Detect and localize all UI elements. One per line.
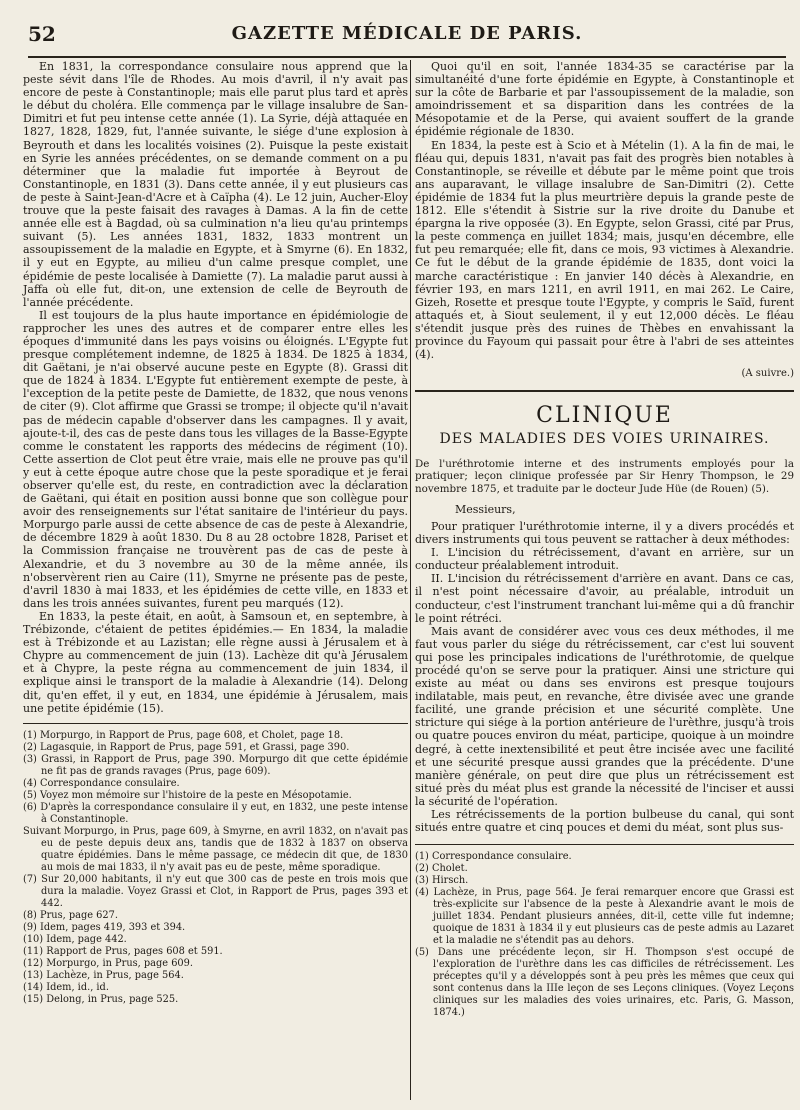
footnote: (1) Correspondance consulaire. [415,851,572,863]
section-title: CLINIQUE [536,403,673,429]
footnote: (8) Prus, page 627. [23,909,118,921]
page-number: 52 [28,22,56,46]
lecture-paragraph: I. L'incision du rétrécissement, d'avant en arrière, sur un conducteur préalablement introduit. [415,546,794,573]
to-be-continued: (A suivre.) [741,368,794,380]
section-divider [415,390,794,392]
salutation: Messieurs, [455,502,516,516]
left-paragraph-2: Il est toujours de la plus haute importance en épidémiologie de rapprocher les unes des autres et de comparer entre elles les époques d'immunité dans les pays voisins ou éloignés. L'Egypte fut presque complétement indemne, de 1825 à 1834. De 1825 à 1834, dit Gaëtani, je n'ai observé aucune peste en Egypte (8). Grassi dit que de 1824 à 1834. L'Egypte fut entièrement exempte de peste, à l'exception de la petite peste de Damiette, de 1832, que nous venons de citer (9). Clot affirme que Grassi se trompe; il objecte qu'il n'avait pas de médecin capable d'observer dans les campagnes. Il y avait, ajoute-t-il, des cas de peste dans tous les villages de la Basse-Egypte comme le constatent les rapports des médecins de régiment (10). Cette assertion de Clot peut être vraie, mais elle ne prouve pas qu'il y eut à cette époque autre chose que la peste sporadique et je ferai observer qu'elle est, du reste, en contradiction avec la déclaration de Gaëtani, qui était en position aussi bonne que son collègue pour avoir des renseignements sur l'état sanitaire de l'intérieur du pays. Morpurgo parle aussi de cette absence de cas de peste à Alexandrie, de décembre 1829 à août 1830. Du 8 au 28 octobre 1828, Pariset et la Commission française ne trouvèrent pas de cas de peste à Alexandrie, et du 3 novembre au 30 de la même année, ils n'observèrent rien au Caire (11), Smyrne ne présente pas de peste, d'avril 1830 à mai 1833, et les épidémies de cette ville, en 1833 et dans les trois années suivantes, furent peu marqués (12). [23,308,408,610]
lecture-paragraph: Mais avant de considérer avec vous ces deux méthodes, il me faut vous parler du siége du rétrécissement, car c'est lui souvent qui pose les principales indications de l'uréthrotomie, de quelque procédé qu'on se serve pour la pratiquer. Ainsi une stricture qui existe au méat ou dans ses environs est presque toujours indilatable, mais peut, en revanche, être divisée avec une grande facilité, une grande précision et une sécurité complète. Une stricture qui siége à la portion antérieure de l'urèthre, jusqu'à trois ou quatre pouces environ du méat, participe, quoique à un moindre degré, à cette inextensibilité et peut être incisée avec une facilité et une sécurité presque aussi grandes que la précédente. D'une manière générale, on peut dire que plus un rétrécissement est situé près du méat plus est grande la nécessité de l'inciser et aussi la sécurité de l'opération. [415,624,794,808]
page-header [28,22,786,58]
footnote: Suivant Morpurgo, in Prus, page 609, à Smyrne, en avril 1832, on n'avait pas eu de peste depuis deux ans, tandis que de 1832 à 1837 on observa quatre épidémies. Dans le même passage, ce médecin dit que, de 1830 au mois de mai 1833, il n'y avait pas eu de peste, même sporadique. [23,825,408,873]
right-column [415,60,794,1019]
running-title: GAZETTE MÉDICALE DE PARIS. [231,23,583,44]
left-paragraph-1: En 1831, la correspondance consulaire nous apprend que la peste sévit dans l'île de Rhodes. Au mois d'avril, il n'y avait pas encore de peste à Constantinople; mais elle parut plus tard et après le début du choléra. Elle commença par le village insalubre de San-Dimitri et fut peu intense cette année (1). La Syrie, déjà attaquée en 1827, 1828, 1829, fut, l'année suivante, le siége d'une explosion à Beyrouth et dans les localités voisines (2). Puisque la peste existait en Syrie les années précédentes, on se demande comment on a pu déterminer que la maladie fut importée à Beyrout de Constantinople, en 1831 (3). Dans cette année, il y eut plusieurs cas de peste à Saint-Jean-d'Acre et à Caïpha (4). Le 12 juin, Aucher-Eloy trouve que la peste faisait des ravages à Damas. A la fin de cette année elle est à Bagdad, où sa culmination n'a lieu qu'au printemps suivant (5). Les années 1831, 1832, 1833 montrent un assoupissement de la maladie en Egypte, et à Smyrne (6). En 1832, il y eut en Egypte, au milieu d'un calme presque complet, une épidémie de peste localisée à Damiette (7). La maladie parut aussi à Jaffa où elle fut, dit-on, une extension de celle de Beyrouth de l'année précédente. [23,60,408,309]
footnote: (5) Voyez mon mémoire sur l'histoire de la peste en Mésopotamie. [23,789,352,801]
footnote: (7) Sur 20,000 habitants, il n'y eut que 300 cas de peste en trois mois que dura la maladie. Voyez Grassi et Clot, in Rapport de Prus, pages 393 et 442. [23,873,408,909]
lecture-paragraph: II. L'incision du rétrécissement d'arrière en avant. Dans ce cas, il n'est point nécessaire d'avoir, au préalable, introduit un conducteur, c'est l'instrument tranchant lui-même qui a dû franchir le point rétréci. [415,572,794,625]
column-divider [410,60,411,1100]
footnote: (2) Lagasquie, in Rapport de Prus, page 591, et Grassi, page 390. [23,741,350,753]
footnote: (2) Cholet. [415,863,468,875]
footnote: (1) Morpurgo, in Rapport de Prus, page 608, et Cholet, page 18. [23,729,344,741]
footnote: (4) Correspondance consulaire. [23,777,180,789]
footnote: (3) Hirsch. [415,875,469,887]
footnote: (5) Dans une précédente leçon, sir H. Thompson s'est occupé de l'exploration de l'urèthre dans les cas difficiles de rétrécissement. Les préceptes qu'il y a développés sont à peu près les mêmes que ceux qui sont contenus dans la IIIe leçon de ses Leçons cliniques. (Voyez Leçons cliniques sur les maladies des voies urinaires, etc. Paris, G. Masson, 1874.) [415,947,794,1019]
right-paragraph-1: Quoi qu'il en soit, l'année 1834-35 se caractérise par la simultanéité d'une forte épidémie en Egypte, à Constantinople et sur la côte de Barbarie et par l'assoupissement de la maladie, son amoindrissement et sa disparition dans les contrées de la Mésopotamie et de la Perse, qui avaient souffert de la grande épidémie régionale de 1830. [415,60,794,139]
footnote: (4) Lachèze, in Prus, page 564. Je ferai remarquer encore que Grassi est très-explicite sur l'absence de la peste à Alexandrie avant le mois de juillet 1834. Pendant plusieurs années, dit-il, cette ville fut indemne; quoique de 1831 à 1834 il y eut plusieurs cas de peste admis au Lazaret et la maladie ne s'étendit pas au dehors. [415,887,794,947]
footnote: (12) Morpurgo, in Prus, page 609. [23,957,194,969]
footnote: (3) Grassi, in Rapport de Prus, page 390. Morpurgo dit que cette épidémie ne fit pas de grands ravages (Prus, page 609). [23,753,408,777]
lecture-heading: De l'uréthrotomie interne et des instruments employés pour la pratiquer; leçon clinique professée par Sir Henry Thompson, le 29 novembre 1875, et traduite par le docteur Jude Hüe (de Rouen) (5). [415,458,794,495]
lecture-paragraph: Les rétrécissements de la portion bulbeuse du canal, qui sont situés entre quatre et cinq pouces et demi du méat, sont plus sus- [415,808,794,835]
right-footnotes [415,844,794,1019]
footnote: (6) D'après la correspondance consulaire il y eut, en 1832, une peste intense à Constantinople. [23,801,408,825]
footnote: (13) Lachèze, in Prus, page 564. [23,969,184,981]
section-subtitle: DES MALADIES DES VOIES URINAIRES. [439,431,770,448]
left-footnotes [23,723,408,1006]
left-paragraph-3: En 1833, la peste était, en août, à Samsoun et, en septembre, à Trébizonde, c'étaient de petites épidémies.— En 1834, la maladie est à Trébizonde et au Lazistan; elle règne aussi à Jérusalem et à Chypre au commencement de juin (13). Lachèze dit qu'à Jérusalem et à Chypre, la peste régna au commencement de juin 1834, il explique ainsi le transport de la maladie à Alexandrie (14). Delong dit, qu'en effet, il y eut, en 1834, une épidémie à Jérusalem, mais une petite épidémie (15). [23,609,408,715]
footnote: (10) Idem, page 442. [23,933,127,945]
left-column [23,60,408,1006]
footnote: (11) Rapport de Prus, pages 608 et 591. [23,945,223,957]
lecture-paragraph: Pour pratiquer l'uréthrotomie interne, il y a divers procédés et divers instruments qui tous peuvent se rattacher à deux méthodes: [415,519,794,547]
right-paragraph-2: En 1834, la peste est à Scio et à Mételin (1). A la fin de mai, le fléau qui, depuis 1831, n'avait pas fait des progrès bien notables à Constantinople, se réveille et débute par le même point que trois ans auparavant, le village insalubre de San-Dimitri (2). Cette épidémie de 1834 fut la plus meurtrière depuis la grande peste de 1812. Elle s'étendit à Sistrie sur la rive droite du Danube et épargna la rive opposée (3). En Egypte, selon Grassi, cité par Prus, la peste commença en juillet 1834; mais, jusqu'en décembre, elle fut peu remarquée; elle fit, dans ce mois, 93 victimes à Alexandrie. Ce fut le début de la grande épidémie de 1835, dont voici la marche caractéristique : En janvier 140 décès à Alexandrie, en février 193, en mars 1211, en avril 1911, en mai 262. Le Caire, Gizeh, Rosette et presque toute l'Egypte, y compris le Saïd, furent attaqués et, à Siout seulement, il y eut 12,000 décès. Le fléau s'étendit jusque près des ruines de Thèbes en envahissant la province du Fayoum qui passait pour être à l'abri de ses atteintes (4). [415,138,794,362]
footnote: (15) Delong, in Prus, page 525. [23,993,179,1005]
footnote: (9) Idem, pages 419, 393 et 394. [23,921,186,933]
footnote: (14) Idem, id., id. [23,981,109,993]
